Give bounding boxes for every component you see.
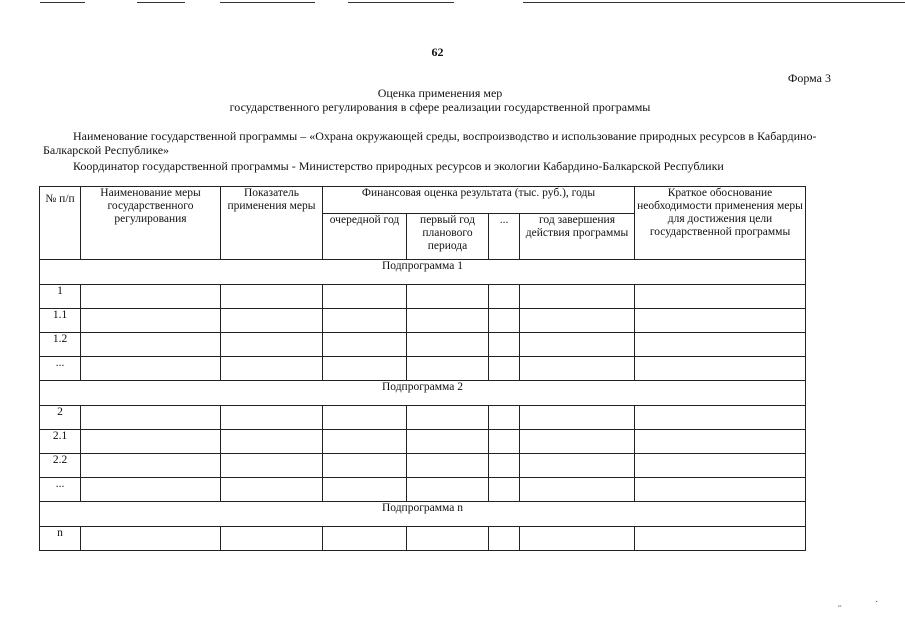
title-line-2: государственного регулирования в сфере реализации государственной программы xyxy=(229,100,651,114)
document-title xyxy=(0,86,880,114)
header-row-1 xyxy=(40,187,806,214)
row-number: 2.2 xyxy=(40,454,81,478)
measure-cell[interactable] xyxy=(81,478,221,502)
subprogram-row xyxy=(40,260,806,285)
row-number: ... xyxy=(40,478,81,502)
row-number: 1.1 xyxy=(40,309,81,333)
indicator-cell[interactable] xyxy=(221,454,323,478)
table-row xyxy=(40,357,806,381)
year-ellipsis-cell[interactable] xyxy=(489,478,520,502)
justification-cell[interactable] xyxy=(635,357,806,381)
indicator-cell[interactable] xyxy=(221,309,323,333)
header-justification: Краткое обоснование необходимости применения меры для достижения цели государственной программы xyxy=(635,187,806,260)
year-end-cell[interactable] xyxy=(520,357,635,381)
program-name: Наименование государственной программы – «Охрана окружающей среды, воспроизводство и использование природных ресурсов в Кабардино-Балкарской Республике» xyxy=(43,129,817,157)
justification-cell[interactable] xyxy=(635,430,806,454)
top-rule-2 xyxy=(137,2,185,3)
indicator-cell[interactable] xyxy=(221,285,323,309)
row-number: 2.1 xyxy=(40,430,81,454)
top-rule-3 xyxy=(220,2,315,3)
year-end-cell[interactable] xyxy=(520,285,635,309)
row-number: n xyxy=(40,527,81,551)
table-row xyxy=(40,527,806,551)
table-row xyxy=(40,285,806,309)
measure-cell[interactable] xyxy=(81,527,221,551)
indicator-cell[interactable] xyxy=(221,527,323,551)
year-first-plan-cell[interactable] xyxy=(407,333,489,357)
indicator-cell[interactable] xyxy=(221,430,323,454)
measure-cell[interactable] xyxy=(81,285,221,309)
top-rule-5 xyxy=(523,2,905,3)
year-first-plan-cell[interactable] xyxy=(407,527,489,551)
header-year-first-plan: первый год планового периода xyxy=(407,214,489,260)
year-end-cell[interactable] xyxy=(520,478,635,502)
year-first-plan-cell[interactable] xyxy=(407,454,489,478)
scan-speck: ˙ xyxy=(875,600,879,611)
row-number: 1.2 xyxy=(40,333,81,357)
justification-cell[interactable] xyxy=(635,454,806,478)
year-next-cell[interactable] xyxy=(323,527,407,551)
justification-cell[interactable] xyxy=(635,478,806,502)
header-indicator: Показатель применения меры xyxy=(221,187,323,260)
year-end-cell[interactable] xyxy=(520,527,635,551)
year-ellipsis-cell[interactable] xyxy=(489,285,520,309)
justification-cell[interactable] xyxy=(635,527,806,551)
year-first-plan-cell[interactable] xyxy=(407,406,489,430)
indicator-cell[interactable] xyxy=(221,333,323,357)
year-ellipsis-cell[interactable] xyxy=(489,309,520,333)
year-first-plan-cell[interactable] xyxy=(407,430,489,454)
subprogram-row xyxy=(40,502,806,527)
year-end-cell[interactable] xyxy=(520,333,635,357)
table-row xyxy=(40,430,806,454)
header-year-ellipsis: ... xyxy=(489,214,520,260)
top-rule-1 xyxy=(40,2,85,3)
measure-cell[interactable] xyxy=(81,454,221,478)
year-next-cell[interactable] xyxy=(323,478,407,502)
year-next-cell[interactable] xyxy=(323,406,407,430)
year-next-cell[interactable] xyxy=(323,309,407,333)
top-rule-4 xyxy=(348,2,454,3)
title-line-1: Оценка применения мер xyxy=(377,86,503,100)
year-next-cell[interactable] xyxy=(323,454,407,478)
row-number: 2 xyxy=(40,406,81,430)
year-next-cell[interactable] xyxy=(323,333,407,357)
table-row xyxy=(40,478,806,502)
year-ellipsis-cell[interactable] xyxy=(489,333,520,357)
year-end-cell[interactable] xyxy=(520,406,635,430)
subprogram-title: Подпрограмма n xyxy=(40,502,806,527)
page-number: 62 xyxy=(431,45,444,59)
indicator-cell[interactable] xyxy=(221,478,323,502)
subprogram-title: Подпрограмма 2 xyxy=(40,381,806,406)
table-row xyxy=(40,309,806,333)
year-first-plan-cell[interactable] xyxy=(407,478,489,502)
year-ellipsis-cell[interactable] xyxy=(489,357,520,381)
indicator-cell[interactable] xyxy=(221,406,323,430)
table-row xyxy=(40,333,806,357)
justification-cell[interactable] xyxy=(635,309,806,333)
measure-cell[interactable] xyxy=(81,430,221,454)
measure-cell[interactable] xyxy=(81,357,221,381)
measure-cell[interactable] xyxy=(81,309,221,333)
year-next-cell[interactable] xyxy=(323,430,407,454)
year-end-cell[interactable] xyxy=(520,430,635,454)
subprogram-row xyxy=(40,381,806,406)
header-num: № п/п xyxy=(40,187,81,260)
justification-cell[interactable] xyxy=(635,333,806,357)
justification-cell[interactable] xyxy=(635,285,806,309)
justification-cell[interactable] xyxy=(635,406,806,430)
table-row xyxy=(40,406,806,430)
year-end-cell[interactable] xyxy=(520,309,635,333)
year-ellipsis-cell[interactable] xyxy=(489,430,520,454)
year-ellipsis-cell[interactable] xyxy=(489,406,520,430)
year-ellipsis-cell[interactable] xyxy=(489,454,520,478)
row-number: 1 xyxy=(40,285,81,309)
row-number: ... xyxy=(40,357,81,381)
year-first-plan-cell[interactable] xyxy=(407,285,489,309)
header-measure-name: Наименование меры государственного регулирования xyxy=(81,187,221,260)
indicator-cell[interactable] xyxy=(221,357,323,381)
table-row xyxy=(40,454,806,478)
header-year-next: очередной год xyxy=(323,214,407,260)
year-first-plan-cell[interactable] xyxy=(407,309,489,333)
measure-cell[interactable] xyxy=(81,406,221,430)
year-ellipsis-cell[interactable] xyxy=(489,527,520,551)
measure-cell[interactable] xyxy=(81,333,221,357)
year-end-cell[interactable] xyxy=(520,454,635,478)
year-first-plan-cell[interactable] xyxy=(407,357,489,381)
coordinator: Координатор государственной программы - Министерство природных ресурсов и экологии Кабардино-Балкарской Республики xyxy=(73,159,724,173)
header-financial-estimate: Финансовая оценка результата (тыс. руб.), годы xyxy=(323,187,635,214)
assessment-table xyxy=(39,186,806,551)
header-year-end: год завершения действия программы xyxy=(520,214,635,260)
scan-speck: ˶ xyxy=(838,600,842,611)
year-next-cell[interactable] xyxy=(323,357,407,381)
form-label: Форма 3 xyxy=(787,71,831,85)
subprogram-title: Подпрограмма 1 xyxy=(40,260,806,285)
year-next-cell[interactable] xyxy=(323,285,407,309)
